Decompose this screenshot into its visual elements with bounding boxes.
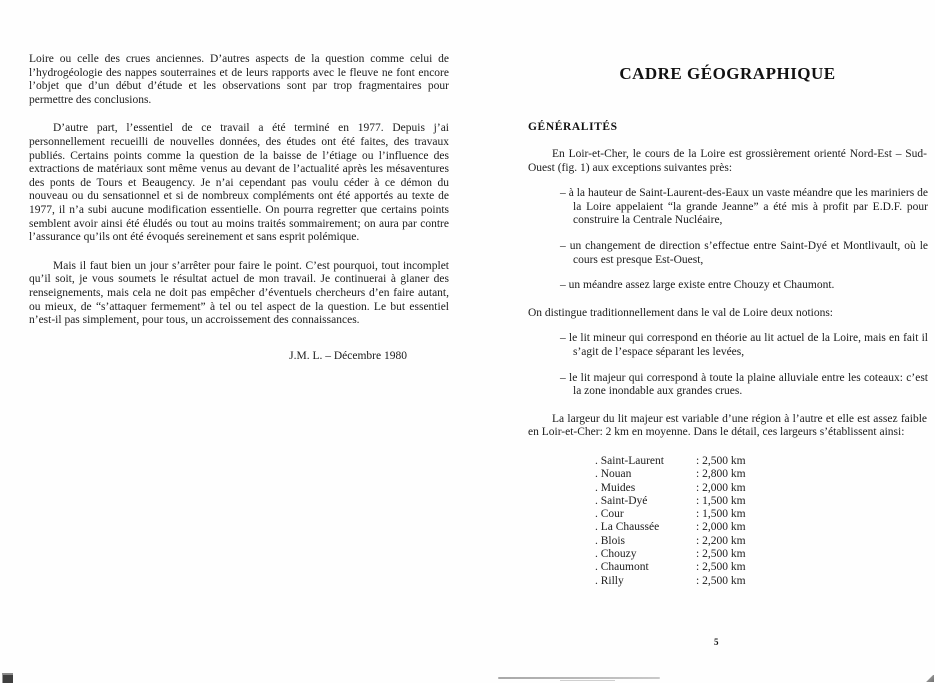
width-value: : 2,500 km (696, 547, 746, 560)
left-page (29, 53, 449, 378)
scan-artifact-streak (560, 680, 615, 681)
width-value: : 1,500 km (696, 508, 746, 521)
width-row (595, 455, 927, 468)
chapter-title: CADRE GÉOGRAPHIQUE (619, 64, 836, 83)
page-number: 5 (714, 637, 719, 647)
paragraph: D’autre part, l’essentiel de ce travail a été terminé en 1977. Depuis j’ai personnellement recueilli de nouvelles données, des études ont été faites, des travaux publiés. Certains points comme la question de la baisse de l’étiage ou l’influence des extractions de matériaux sont même venus au devant de l’actualité après les mésaventures des ponts de Tours et Beaugency. Je n’ai cependant pas voulu céder à ce démon du nouveau ou du sensationnel et si de nombreux compléments ont été apportés au texte de 1977, il n’a subi aucune modification essentielle. On pourra regretter que certains points semblent avoir ainsi été éludés ou tout au moins traités sommairement; on aura par contre l’assurance qu’ils ont été évoqués sereinement et sans esprit polémique. (29, 122, 449, 244)
intro-paragraph: En Loir-et-Cher, le cours de la Loire est grossièrement orienté Nord-Est – Sud-Ouest (fig. 1) aux exceptions suivantes près: (528, 148, 927, 174)
width-row (595, 561, 927, 574)
width-place: . Blois (595, 534, 626, 547)
width-row (595, 535, 927, 548)
width-place: . Saint-Laurent (595, 454, 664, 467)
paragraph: Mais il faut bien un jour s’arrêter pour faire le point. C’est pourquoi, tout incomplet qu’il soit, je vous soumets le résultat actuel de mon travail. Je continuerai à glaner des renseignements, mais cela ne doit pas empêcher d’éventuels chercheurs d’en faire autant, ou mieux, de “s’attaquer fermement” à tel ou tel aspect de la question. Le but essentiel n’est-il pas simplement, pour tous, un accroissement des connaissances. (29, 259, 449, 327)
width-value: : 2,500 km (696, 561, 746, 574)
signature: J.M. L. – Décembre 1980 (289, 349, 407, 362)
bullet-item: – le lit mineur qui correspond en théorie au lit actuel de la Loire, mais en fait il s’agit de l’espace séparant les levées, (560, 332, 928, 358)
width-place: . Chaumont (595, 561, 649, 574)
width-value: : 1,500 km (696, 494, 746, 507)
scan-artifact-bottom-left (2, 673, 13, 683)
width-value: : 2,000 km (696, 521, 746, 534)
width-value: : 2,500 km (696, 574, 746, 587)
width-row (595, 548, 927, 561)
width-row (595, 495, 927, 508)
section-heading: GÉNÉRALITÉS (528, 121, 618, 133)
width-row (595, 521, 927, 534)
right-page (528, 58, 927, 588)
width-row (595, 508, 927, 521)
scan-artifact-bottom-right (926, 675, 934, 682)
widths-intro: La largeur du lit majeur est variable d’une région à l’autre et elle est assez faible en Loir-et-Cher: 2 km en moyenne. Dans le détail, ces largeurs s’établissent ainsi: (528, 412, 927, 439)
bullet-item: – à la hauteur de Saint-Laurent-des-Eaux un vaste méandre que les mariniers de la Loire appelaient “la grande Jeanne” a été mis à profit par E.D.F. pour construire la Centrale Nucléaire, (560, 187, 928, 227)
width-place: . Chouzy (595, 547, 637, 560)
width-value: : 2,500 km (696, 454, 746, 467)
width-list (595, 455, 927, 588)
scan-artifact-streak (498, 677, 660, 679)
width-place: . Rilly (595, 574, 624, 587)
width-row (595, 575, 927, 588)
width-value: : 2,800 km (696, 468, 746, 481)
bullet-item: – un méandre assez large existe entre Chouzy et Chaumont. (560, 279, 835, 292)
width-row (595, 468, 927, 481)
width-place: . Saint-Dyé (595, 494, 648, 507)
bullet-item: – un changement de direction s’effectue entre Saint-Dyé et Montlivault, où le cours est presque Est-Ouest, (560, 239, 928, 266)
notions-intro: On distingue traditionnellement dans le val de Loire deux notions: (528, 306, 834, 319)
width-place: . Muides (595, 481, 636, 494)
width-place: . Cour (595, 508, 624, 521)
paragraph: Loire ou celle des crues anciennes. D’autres aspects de la question comme celui de l’hydrogéologie des nappes souterraines et de leurs rapports avec le fleuve ne font encore l’objet que d’un début d’étude et les observations sont par trop fragmentaires pour permettre des conclusions. (29, 53, 449, 106)
width-value: : 2,000 km (696, 481, 746, 494)
width-row (595, 482, 927, 495)
width-place: . Nouan (595, 468, 632, 481)
bullet-item: – le lit majeur qui correspond à toute la plaine alluviale entre les coteaux: c’est la zone inondable aux grandes crues. (560, 371, 928, 398)
width-value: : 2,200 km (696, 534, 746, 547)
width-place: . La Chaussée (595, 521, 660, 534)
